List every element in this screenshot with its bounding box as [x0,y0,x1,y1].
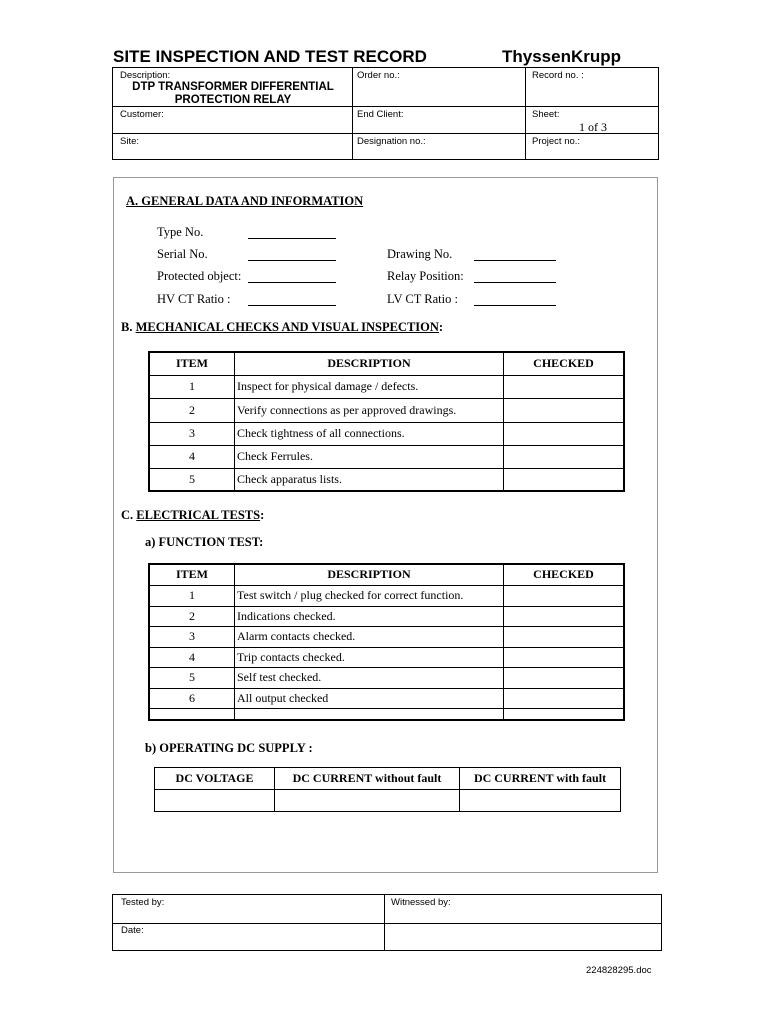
serial-no-label: Serial No. [157,247,208,261]
item-description: Test switch / plug checked for correct function. [235,585,504,606]
table-header-row [149,352,624,375]
drawing-no-label: Drawing No. [387,247,453,261]
column-header-checked: CHECKED [504,352,625,375]
table-row [149,445,624,468]
function-test-table [148,563,625,721]
relay-position-label: Relay Position: [387,269,464,283]
hv-ct-ratio-field[interactable] [248,305,336,306]
designation-no-label: Designation no.: [357,136,426,147]
table-row [149,422,624,445]
table-header-row [155,768,621,790]
serial-no-field[interactable] [248,260,336,261]
checked-cell[interactable] [504,626,625,647]
dc-supply-table [154,767,621,812]
customer-label: Customer: [120,109,164,120]
section-a-heading: A. GENERAL DATA AND INFORMATION [126,194,364,208]
item-number: 5 [149,468,235,491]
lv-ct-ratio-field[interactable] [474,305,556,306]
witnessed-by-label: Witnessed by: [391,897,451,908]
item-number: 5 [149,667,235,688]
empty-item-cell[interactable] [149,708,235,720]
table-row [149,647,624,667]
column-header-checked: CHECKED [504,564,625,585]
table-row [149,468,624,491]
item-number: 1 [149,585,235,606]
table-row [149,585,624,606]
item-number: 2 [149,398,235,422]
order-no-label: Order no.: [357,70,400,81]
item-number: 4 [149,445,235,468]
column-header-item: ITEM [149,352,235,375]
project-no-label: Project no.: [532,136,581,147]
mechanical-checks-table [148,351,625,492]
item-number: 4 [149,647,235,667]
item-description: Inspect for physical damage / defects. [235,375,504,398]
item-number: 1 [149,375,235,398]
item-description: Check tightness of all connections. [235,422,504,445]
column-header-dc-voltage: DC VOLTAGE [155,768,275,790]
checked-cell[interactable] [504,445,625,468]
brand-name: ThyssenKrupp [502,47,622,66]
item-description: All output checked [235,688,504,708]
sheet-label: Sheet: [532,109,560,120]
sheet-value: 1 of 3 [579,120,607,134]
type-no-field[interactable] [248,238,336,239]
item-number: 3 [149,626,235,647]
relay-position-field[interactable] [474,282,556,283]
header-info-table [112,67,659,160]
item-number: 3 [149,422,235,445]
dc-current-without-fault-cell[interactable] [275,790,460,812]
item-description: Check Ferrules. [235,445,504,468]
item-description: Alarm contacts checked. [235,626,504,647]
column-header-dc-current-without-fault: DC CURRENT without fault [275,768,460,790]
document-title: SITE INSPECTION AND TEST RECORD [113,47,427,66]
table-row [149,606,624,626]
dc-voltage-cell[interactable] [155,790,275,812]
date-label: Date: [121,925,144,936]
document-reference: 224828295.doc [586,965,652,976]
table-row [149,626,624,647]
record-no-label: Record no. : [532,70,584,81]
checked-cell[interactable] [504,606,625,626]
tested-by-label: Tested by: [121,897,165,908]
protected-object-label: Protected object: [157,269,242,283]
item-number: 2 [149,606,235,626]
table-row [155,790,621,812]
checked-cell[interactable] [504,422,625,445]
description-value: DTP TRANSFORMER DIFFERENTIAL PROTECTION RELAY [132,81,334,106]
empty-description-cell[interactable] [235,708,504,720]
signoff-table [112,894,662,951]
column-header-dc-current-with-fault: DC CURRENT with fault [460,768,621,790]
end-client-label: End Client: [357,109,404,120]
table-row-empty [149,708,624,720]
table-row [149,688,624,708]
type-no-label: Type No. [157,225,204,239]
checked-cell[interactable] [504,375,625,398]
function-test-heading: a) FUNCTION TEST: [145,535,264,549]
checked-cell[interactable] [504,688,625,708]
item-description: Self test checked. [235,667,504,688]
table-row [149,667,624,688]
column-header-description: DESCRIPTION [235,564,504,585]
section-c-heading: C. ELECTRICAL TESTS: [121,508,265,522]
protected-object-field[interactable] [248,282,336,283]
checked-cell[interactable] [504,398,625,422]
section-b-heading: B. MECHANICAL CHECKS AND VISUAL INSPECTION: [121,320,444,334]
dc-supply-heading: b) OPERATING DC SUPPLY : [145,741,313,755]
table-row [149,398,624,422]
item-description: Trip contacts checked. [235,647,504,667]
table-row [149,375,624,398]
item-number: 6 [149,688,235,708]
hv-ct-ratio-label: HV CT Ratio : [157,292,231,306]
dc-current-with-fault-cell[interactable] [460,790,621,812]
empty-checked-cell[interactable] [504,708,625,720]
site-label: Site: [120,136,140,147]
checked-cell[interactable] [504,468,625,491]
item-description: Check apparatus lists. [235,468,504,491]
drawing-no-field[interactable] [474,260,556,261]
column-header-item: ITEM [149,564,235,585]
checked-cell[interactable] [504,647,625,667]
item-description: Indications checked. [235,606,504,626]
table-header-row [149,564,624,585]
item-description: Verify connections as per approved drawings. [235,398,504,422]
checked-cell[interactable] [504,585,625,606]
description-label: Description: [120,70,171,81]
column-header-description: DESCRIPTION [235,352,504,375]
checked-cell[interactable] [504,667,625,688]
lv-ct-ratio-label: LV CT Ratio : [387,292,458,306]
